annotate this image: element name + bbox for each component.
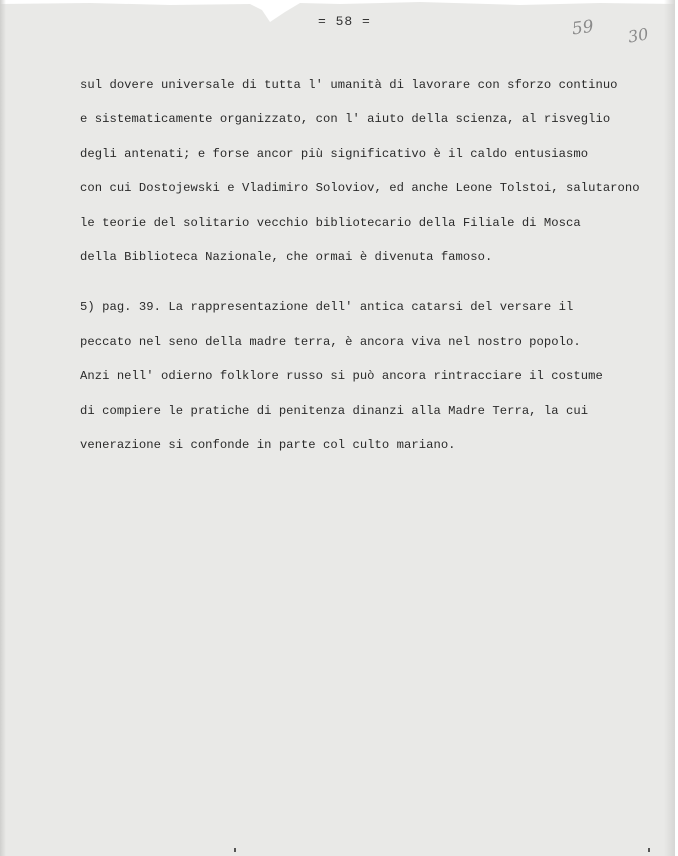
text-line: sul dovere universale di tutta l' umanità di lavorare con sforzo continuo: [80, 78, 618, 92]
paragraph-1: [80, 68, 660, 274]
text-line: con cui Dostojewski e Vladimiro Soloviov, ed anche Leone Tolstoi, salutarono: [80, 181, 640, 196]
text-line: di compiere le pratiche di penitenza dinanzi alla Madre Terra, la cui: [80, 403, 589, 418]
paper-speck: [648, 848, 650, 852]
text-line: venerazione si confonde in parte col culto mariano.: [80, 438, 456, 453]
body-text: [80, 68, 660, 462]
handwritten-page-number: 59: [570, 16, 595, 40]
page-number: = 58 =: [318, 14, 371, 29]
right-page-edge: [664, 0, 678, 856]
handwritten-folio-number: 30: [626, 24, 650, 47]
text-line: le teorie del solitario vecchio bibliotecario della Filiale di Mosca: [80, 215, 581, 230]
text-line: peccato nel seno della madre terra, è ancora viva nel nostro popolo.: [80, 334, 581, 349]
left-page-edge: [0, 0, 6, 856]
paragraph-2-footnote: [80, 290, 660, 462]
text-line: e sistematicamente organizzato, con l' aiuto della scienza, al risveglio: [80, 112, 611, 127]
text-line: della Biblioteca Nazionale, che ormai è divenuta famoso.: [80, 250, 493, 265]
text-line: degli antenati; e forse ancor più significativo è il caldo entusiasmo: [80, 146, 589, 161]
paper-speck: [234, 848, 236, 852]
text-line: 5) pag. 39. La rappresentazione dell' antica catarsi del versare il: [80, 300, 574, 315]
paragraph-gap: [80, 274, 660, 290]
text-line: Anzi nell' odierno folklore russo si può ancora rintracciare il costume: [80, 369, 603, 384]
